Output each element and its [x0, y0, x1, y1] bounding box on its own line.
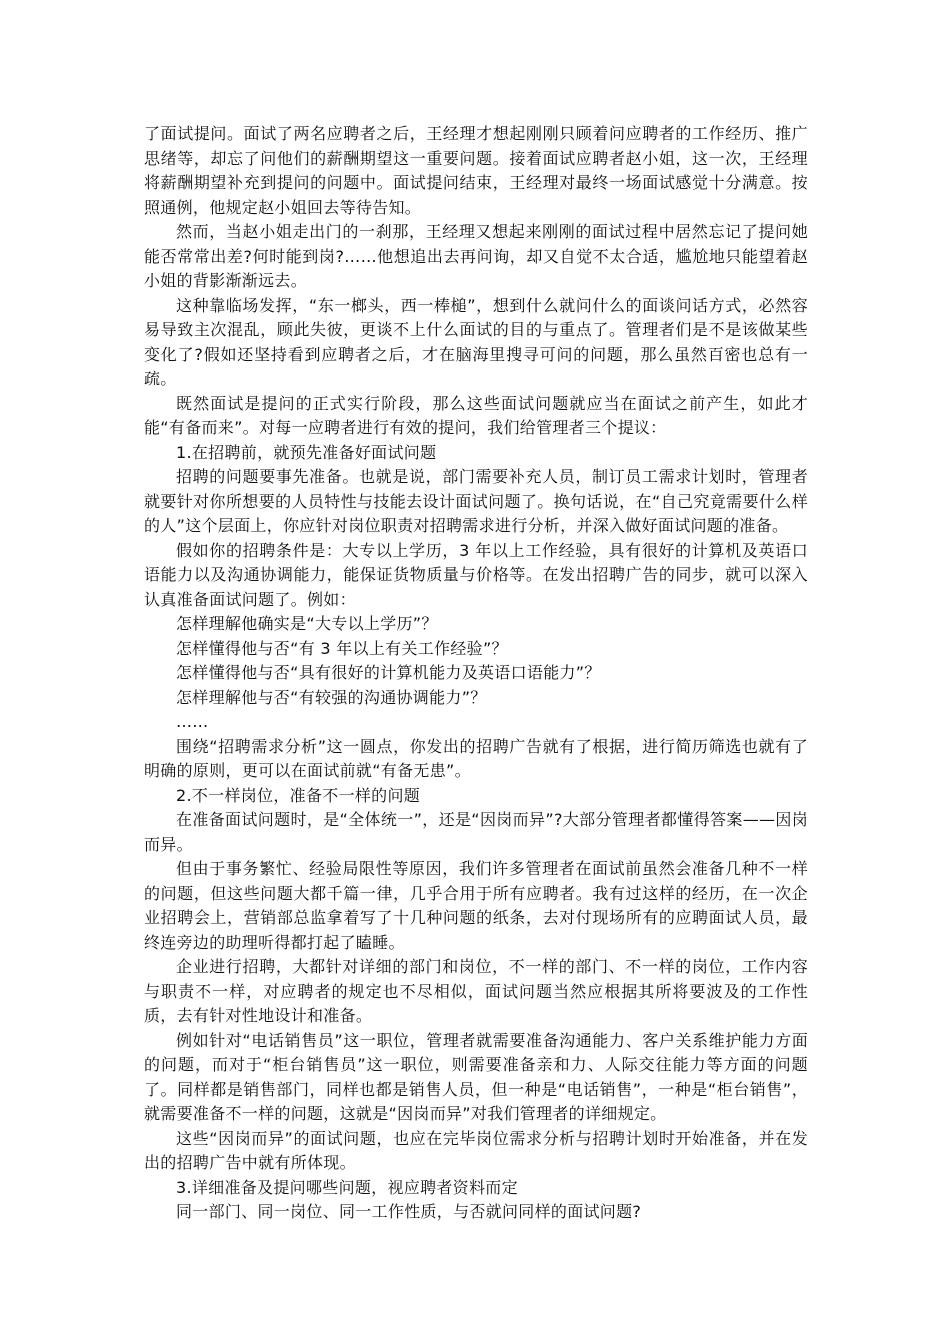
paragraph: 这种靠临场发挥，“东一榔头，西一棒槌”，想到什么就问什么的面谈问话方式，必然容易导致主次混乱，顾此失彼，更谈不上什么面试的目的与重点了。管理者们是不是该做某些变化了?假如还坚持看到应聘者之后，才在脑海里搜寻可问的问题，那么虽然百密也总有一疏。 — [144, 295, 808, 388]
document-body — [144, 122, 808, 1225]
paragraph: 这些“因岗而异”的面试问题，也应在完毕岗位需求分析与招聘计划时开始准备，并在发出的招聘广告中就有所体现。 — [144, 1128, 808, 1172]
paragraph: 招聘的问题要事先准备。也就是说，部门需要补充人员，制订员工需求计划时，管理者就要针对你所想要的人员特性与技能去设计面试问题了。换句话说，在“自己究竟需要什么样的人”这个层面上，你应针对岗位职责对招聘需求进行分析，并深入做好面试问题的准备。 — [144, 467, 808, 535]
example-question: 怎样懂得他与否“具有很好的计算机能力及英语口语能力”？ — [176, 663, 601, 682]
paragraph: 假如你的招聘条件是：大专以上学历，3 年以上工作经验，具有很好的计算机及英语口语能力以及沟通协调能力，能保证货物质量与价格等。在发出招聘广告的同步，就可以深入认真准备面试问题了。例如： — [144, 540, 808, 609]
example-question: 怎样懂得他与否“有 3 年以上有关工作经验”？ — [176, 638, 508, 658]
paragraph: 既然面试是提问的正式实行阶段，那么这些面试问题就应当在面试之前产生，如此才能“有备而来”。对每一应聘者进行有效的提问，我们给管理者三个提议： — [144, 393, 808, 437]
section-heading: 2.不一样岗位，准备不一样的问题 — [176, 785, 421, 805]
paragraph: 同一部门、同一岗位、同一工作性质，与否就问同样的面试问题? — [176, 1202, 642, 1221]
paragraph: 了面试提问。面试了两名应聘者之后，王经理才想起刚刚只顾着问应聘者的工作经历、推广思绪等，却忘了问他们的薪酬期望这一重要问题。接着面试应聘者赵小姐，这一次，王经理将薪酬期望补充到提问的问题中。面试提问结束，王经理对最终一场面试感觉十分满意。按照通例，他规定赵小姐回去等待告知。 — [144, 124, 808, 217]
paragraph: 企业进行招聘，大都针对详细的部门和岗位，不一样的部门、不一样的岗位，工作内容与职责不一样，对应聘者的规定也不尽相似，面试问题当然应根据其所将要波及的工作性质，去有针对性地设计和准备。 — [144, 957, 808, 1025]
paragraph: 然而，当赵小姐走出门的一刹那，王经理又想起来刚刚的面试过程中居然忘记了提问她能否常常出差?何时能到岗?……他想追出去再问询，却又自觉不太合适，尴尬地只能望着赵小姐的背影渐渐远去。 — [144, 222, 808, 290]
paragraph: 在准备面试问题时，是“全体统一”，还是“因岗而异”?大部分管理者都懂得答案——因岗而异。 — [144, 810, 808, 854]
section-heading: 1.在招聘前，就预先准备好面试问题 — [176, 442, 437, 462]
paragraph: 但由于事务繁忙、经验局限性等原因，我们许多管理者在面试前虽然会准备几种不一样的问题，但这些问题大都千篇一律，几乎合用于所有应聘者。我有过这样的经历，在一次企业招聘会上，营销部总监拿着写了十几种问题的纸条，去对付现场所有的应聘面试人员，最终连旁边的助理听得都打起了瞌睡。 — [144, 859, 808, 952]
paragraph: 围绕“招聘需求分析”这一圆点，你发出的招聘广告就有了根据，进行简历筛选也就有了明确的原则，更可以在面试前就“有备无患”。 — [144, 736, 808, 780]
example-question: 怎样理解他与否“有较强的沟通协调能力”？ — [176, 687, 487, 707]
example-question: 怎样理解他确实是“大专以上学历”？ — [176, 614, 438, 633]
ellipsis: …… — [176, 712, 209, 731]
paragraph: 例如针对“电话销售员”这一职位，管理者就需要准备沟通能力、客户关系维护能力方面的问题，而对于“柜台销售员”这一职位，则需要准备亲和力、人际交往能力等方面的问题了。同样都是销售部门，同样也都是销售人员，但一种是“电话销售”，一种是“柜台销售”，就需要准备不一样的问题，这就是“因岗而异”对我们管理者的详细规定。 — [144, 1030, 808, 1123]
section-heading: 3.详细准备及提问哪些问题，视应聘者资料而定 — [176, 1177, 518, 1197]
